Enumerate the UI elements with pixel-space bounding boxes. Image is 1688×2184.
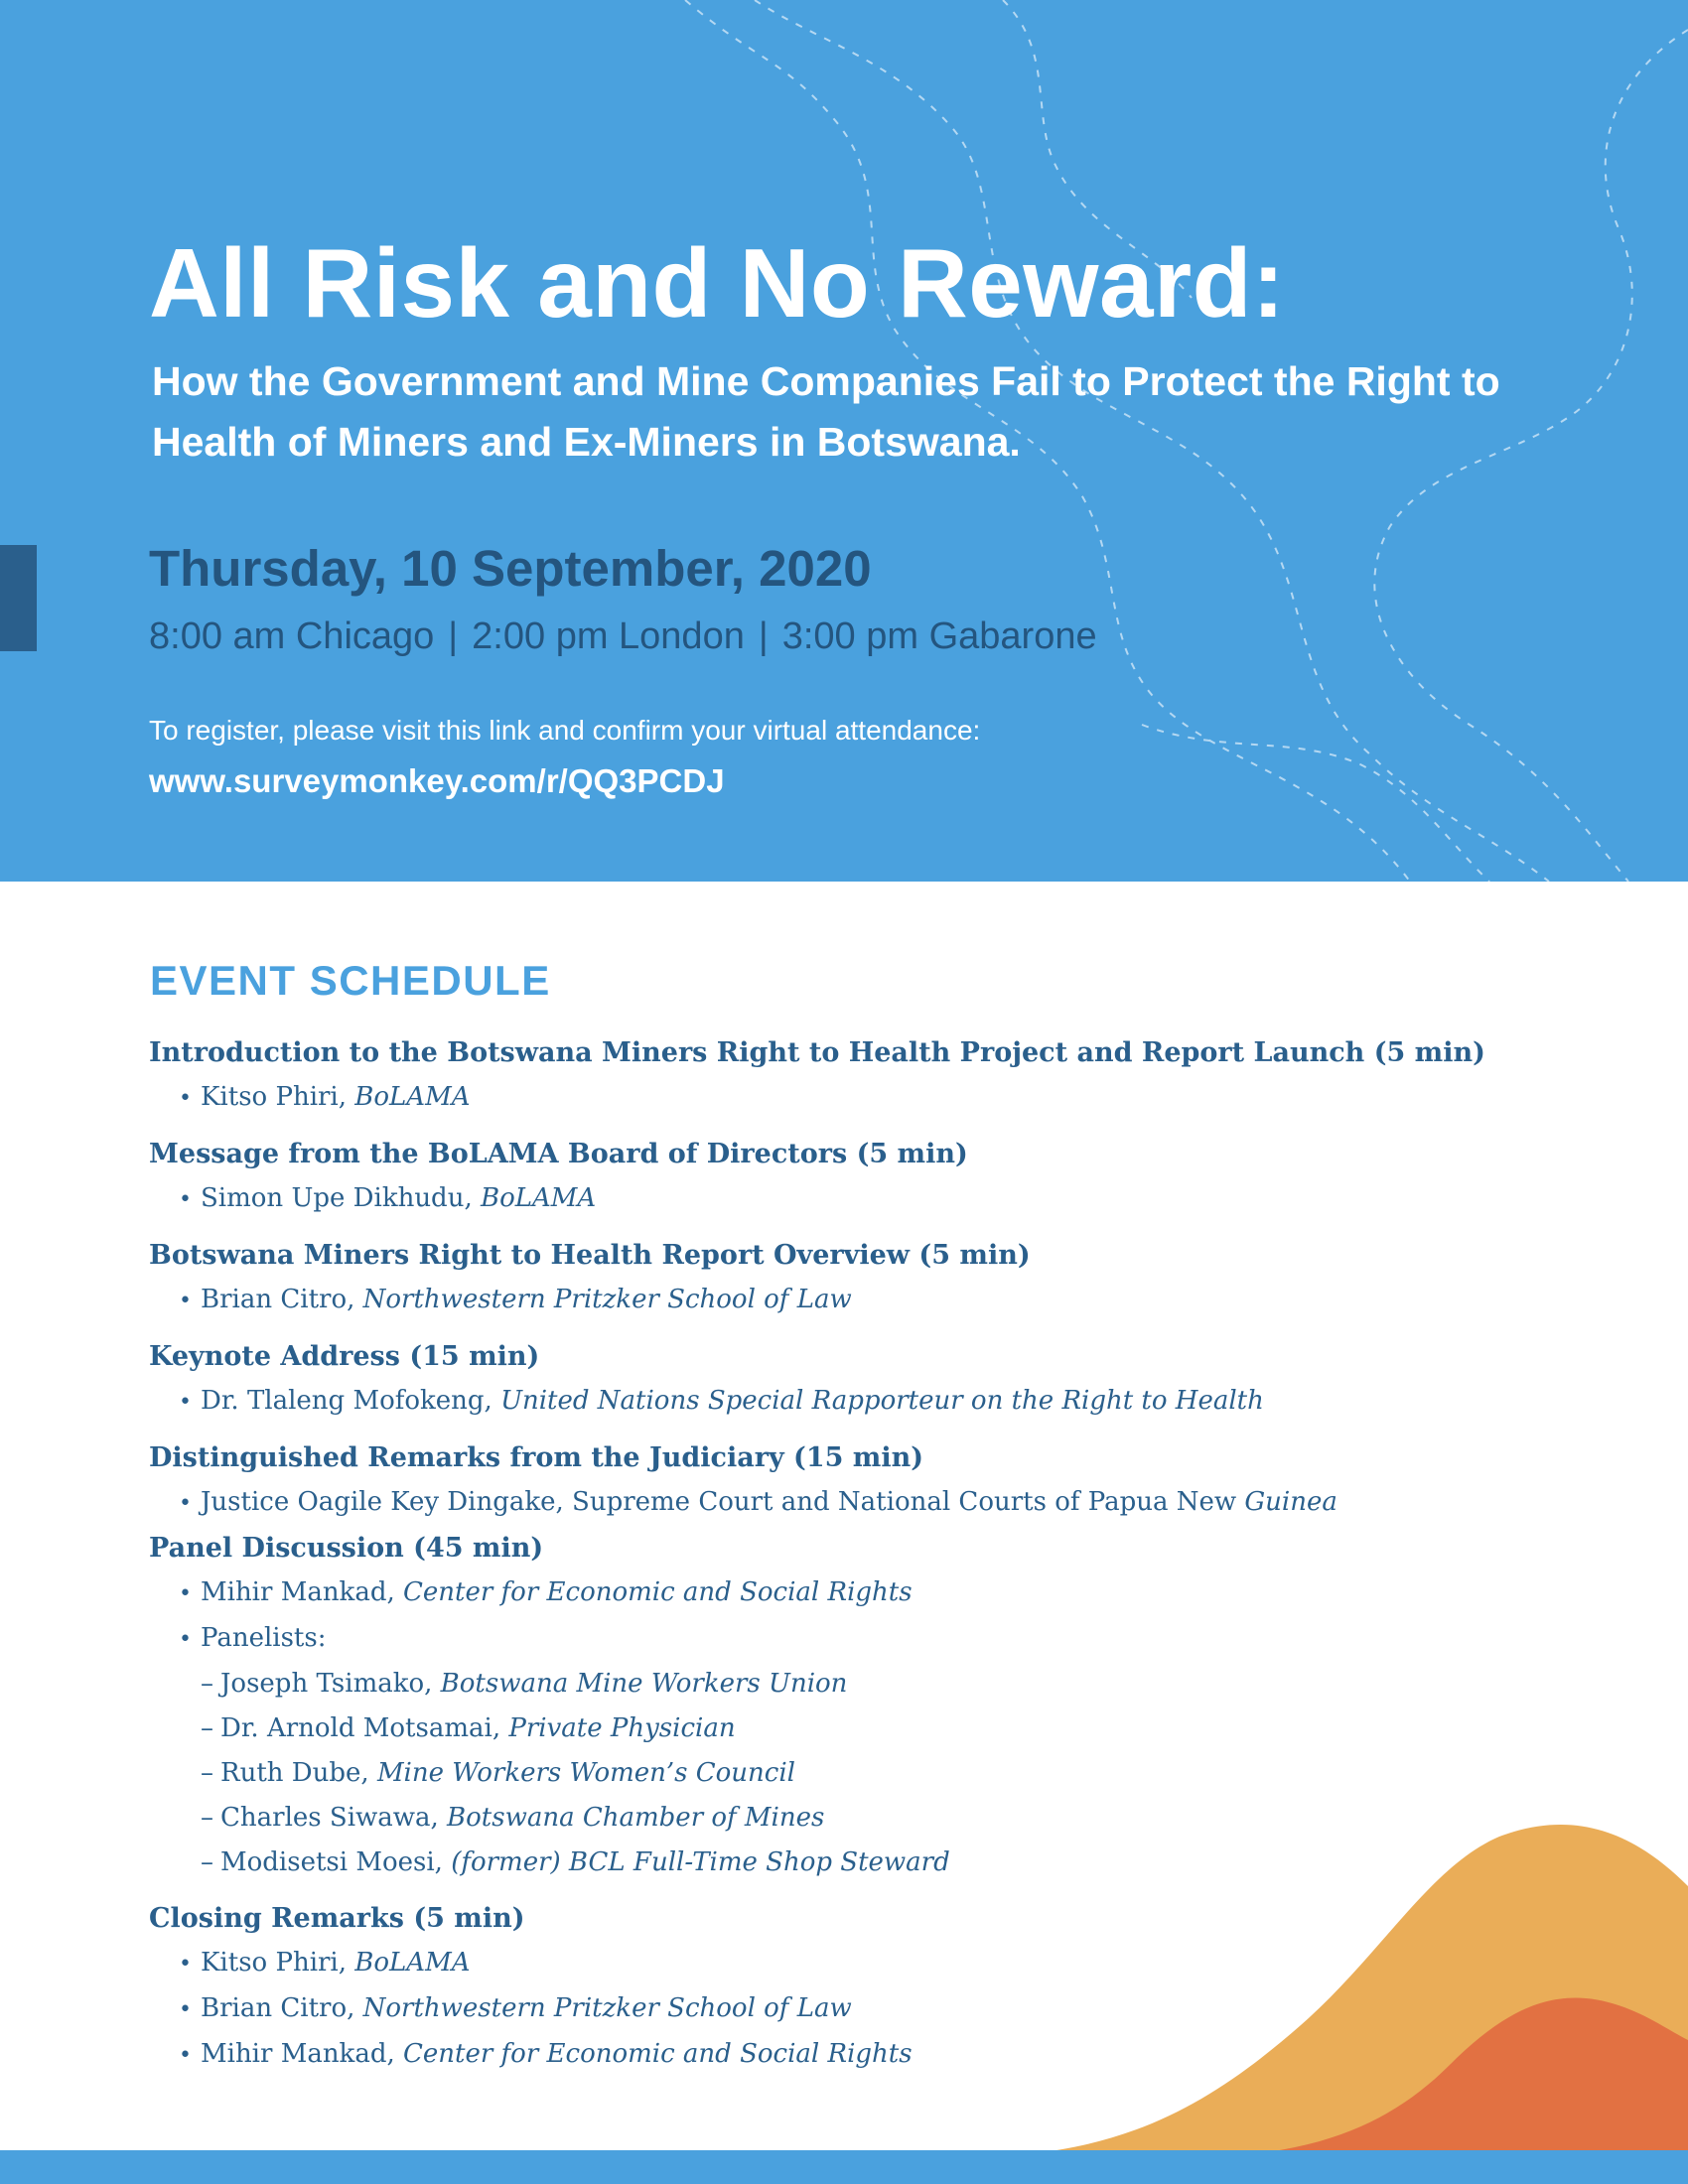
panelist-item	[149, 1706, 1489, 1751]
bullet-icon: •	[179, 1086, 192, 1111]
event-subtitle: How the Government and Mine Companies Fail to Protect the Right to Health of Miners and Ex-Miners in Botswana.	[152, 358, 1500, 465]
speaker-name: Mihir Mankad,	[201, 1577, 395, 1607]
panelist-affiliation: Mine Workers Women’s Council	[376, 1758, 795, 1788]
bullet-icon: •	[179, 1187, 192, 1212]
panelist-affiliation: Private Physician	[508, 1713, 736, 1743]
panelist-item	[149, 1662, 1489, 1706]
panelist-name: Charles Siwawa,	[220, 1803, 439, 1833]
speaker-affiliation: Northwestern Pritzker School of Law	[362, 1993, 852, 2023]
panelist-name: Joseph Tsimako,	[220, 1669, 433, 1699]
panelists-label	[149, 1616, 1489, 1662]
speaker-name: Kitso Phiri,	[201, 1082, 348, 1112]
dash-icon: –	[201, 1847, 213, 1877]
speaker-name: Brian Citro,	[201, 1285, 355, 1314]
event-date: Thursday, 10 September, 2020	[149, 540, 872, 597]
session-title: Panel Discussion (45 min)	[149, 1533, 544, 1564]
speaker-affiliation: BoLAMA	[354, 1082, 471, 1112]
speaker-affiliation: BoLAMA	[480, 1183, 597, 1213]
bullet-icon: •	[179, 1491, 192, 1516]
speaker-affiliation: United Nations Special Rapporteur on the Right to Health	[500, 1386, 1264, 1416]
register-instructions: To register, please visit this link and confirm your virtual attendance:	[149, 715, 981, 746]
event-times	[149, 609, 1097, 664]
panelist-affiliation: Botswana Chamber of Mines	[447, 1803, 825, 1833]
speaker-name: Kitso Phiri,	[201, 1948, 348, 1978]
schedule-session	[149, 1233, 1489, 1323]
schedule-session	[149, 1030, 1489, 1121]
speaker-affiliation: BoLAMA	[354, 1948, 471, 1978]
session-title: Closing Remarks (5 min)	[149, 1903, 525, 1934]
bullet-icon: •	[179, 1390, 192, 1415]
time-london: 2:00 pm London	[472, 615, 745, 657]
session-title: Keynote Address (15 min)	[149, 1341, 540, 1372]
bullet-icon: •	[179, 1952, 192, 1977]
footer-bar	[0, 2150, 1688, 2184]
time-separator: |	[758, 615, 769, 657]
speaker-item	[149, 1379, 1489, 1425]
panelists-label-text: Panelists:	[201, 1623, 327, 1653]
bullet-icon: •	[179, 1627, 192, 1652]
register-link[interactable]: www.surveymonkey.com/r/QQ3PCDJ	[149, 762, 725, 799]
side-accent-tab	[0, 545, 37, 651]
schedule-heading: EVENT SCHEDULE	[150, 957, 551, 1004]
speaker-item	[149, 1176, 1489, 1222]
bullet-icon: •	[179, 2043, 192, 2068]
panelist-item	[149, 1751, 1489, 1796]
time-chicago: 8:00 am Chicago	[149, 615, 435, 657]
speaker-item	[149, 1480, 1489, 1526]
bullet-icon: •	[179, 1289, 192, 1313]
schedule-session	[149, 1334, 1489, 1425]
dash-icon: –	[201, 1713, 213, 1743]
session-title: Distinguished Remarks from the Judiciary (15 min)	[149, 1442, 924, 1473]
event-title: All Risk and No Reward:	[149, 228, 1286, 338]
speaker-name: Mihir Mankad,	[201, 2039, 395, 2069]
bullet-icon: •	[179, 1997, 192, 2022]
speaker-name: Justice Oagile Key Dingake, Supreme Court and National Courts of Papua New	[201, 1487, 1237, 1517]
speaker-name: Dr. Tlaleng Mofokeng,	[201, 1386, 492, 1416]
session-title: Message from the BoLAMA Board of Directors (5 min)	[149, 1139, 968, 1169]
speaker-affiliation: Center for Economic and Social Rights	[403, 2039, 913, 2069]
speaker-affiliation: Northwestern Pritzker School of Law	[362, 1285, 852, 1314]
panelist-name: Dr. Arnold Motsamai,	[220, 1713, 501, 1743]
speaker-affiliation: Guinea	[1244, 1487, 1337, 1517]
bullet-icon: •	[179, 1581, 192, 1606]
session-title: Botswana Miners Right to Health Report Overview (5 min)	[149, 1240, 1031, 1271]
panelist-name: Ruth Dube,	[220, 1758, 369, 1788]
session-title: Introduction to the Botswana Miners Right to Health Project and Report Launch (5 min)	[149, 1037, 1485, 1068]
time-gabarone: 3:00 pm Gabarone	[781, 615, 1097, 657]
speaker-name: Simon Upe Dikhudu,	[201, 1183, 473, 1213]
speaker-affiliation: Center for Economic and Social Rights	[403, 1577, 913, 1607]
time-separator: |	[448, 615, 459, 657]
dash-icon: –	[201, 1669, 213, 1699]
speaker-item	[149, 1570, 1489, 1616]
schedule-session	[149, 1435, 1489, 1526]
speaker-item	[149, 1075, 1489, 1121]
dash-icon: –	[201, 1803, 213, 1833]
decorative-orange-waves	[1023, 1817, 1688, 2154]
speaker-name: Brian Citro,	[201, 1993, 355, 2023]
panelist-affiliation: Botswana Mine Workers Union	[440, 1669, 848, 1699]
schedule-session	[149, 1132, 1489, 1222]
panelist-name: Modisetsi Moesi,	[220, 1847, 443, 1877]
speaker-item	[149, 1278, 1489, 1323]
panelist-affiliation: (former) BCL Full-Time Shop Steward	[451, 1847, 950, 1877]
dash-icon: –	[201, 1758, 213, 1788]
